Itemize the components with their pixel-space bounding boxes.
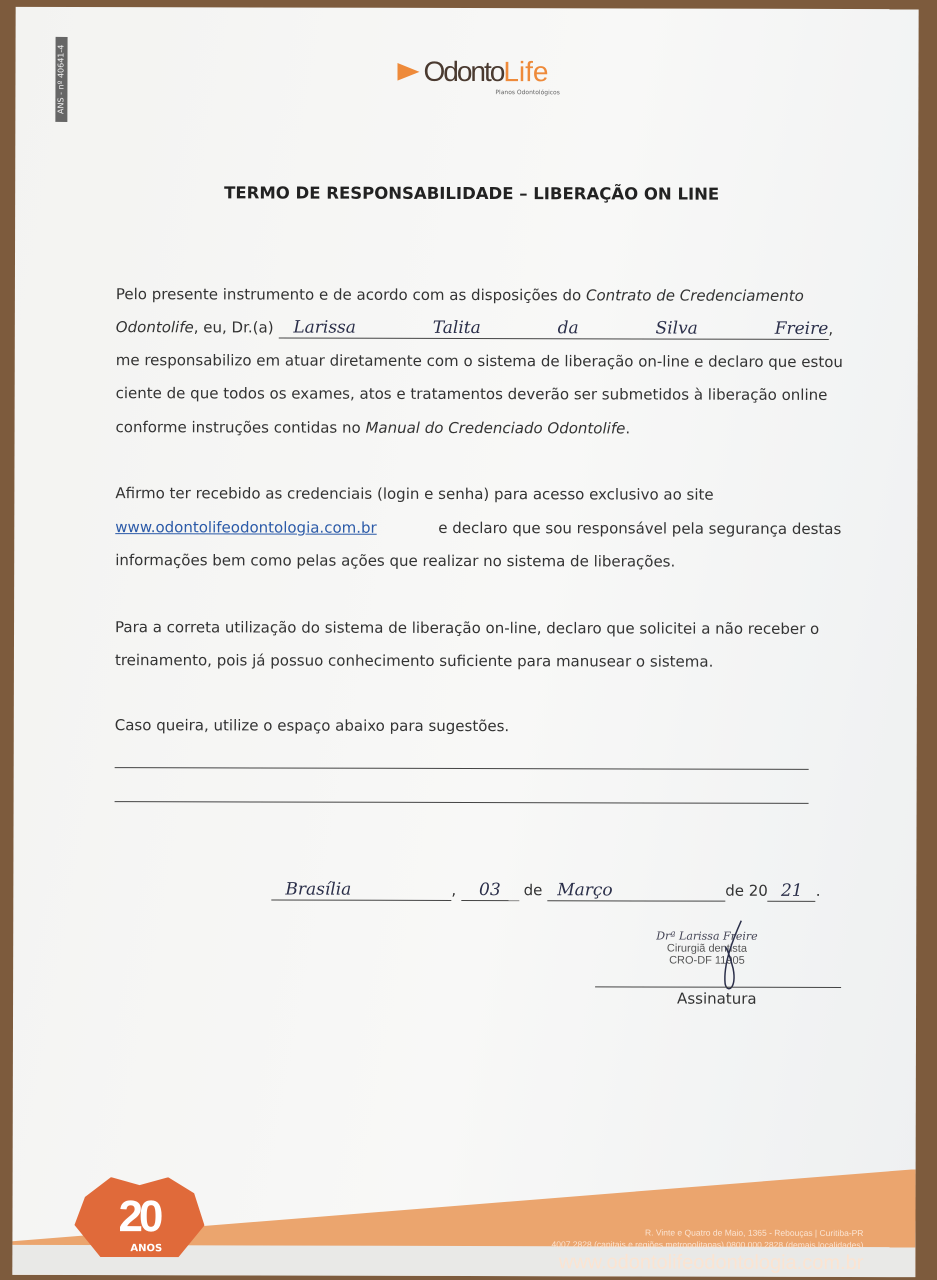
month-field: Março — [547, 880, 725, 901]
suggestion-line — [115, 767, 809, 770]
city-field: Brasília — [271, 879, 451, 900]
paragraph-2-line: www.odontolifeodontologia.com.br e declaro que sou responsável pela segurança destas — [115, 518, 842, 538]
paragraph-1-line: ciente de que todos os exames, atos e tratamentos deverão ser submetidos à liberação online — [115, 384, 828, 404]
paragraph-1-name-line: Odontolife, eu, Dr.(a) Larissa Talita da Silva Freire, — [115, 317, 834, 339]
document-title: TERMO DE RESPONSABILIDADE – LIBERAÇÃO ON LINE — [224, 183, 720, 204]
suggestion-line — [115, 801, 809, 804]
stamp-role: Cirurgiã dentista — [666, 942, 747, 955]
paragraph-1-line: me responsabilizo em atuar diretamente com o sistema de liberação on-line e declaro que estou — [115, 351, 843, 371]
logo-tagline: Planos Odontológicos — [495, 89, 560, 97]
paragraph-2-line: Afirmo ter recebido as credenciais (login e senha) para acesso exclusivo ao site — [115, 484, 714, 504]
date-connector: de 20 — [725, 881, 768, 900]
registry-label: ANS - nº 40641-4 — [55, 37, 67, 122]
paragraph-1-line: conforme instruções contidas no Manual do Credenciado Odontolife. — [115, 418, 631, 438]
paragraph-3-line: treinamento, pois já possuo conhecimento suficiente para manusear o sistema. — [114, 651, 714, 671]
anniversary-badge: 20 — [118, 1192, 160, 1242]
anniversary-badge-sub: ANOS — [130, 1243, 163, 1255]
date-connector: de — [523, 881, 543, 900]
footer-phones: 4007 2828 (capitais e regiões metropolitanas) 0800 000 2828 (demais localidades) — [551, 1239, 864, 1251]
paragraph-3-line: Para a correta utilização do sistema de liberação on-line, declaro que solicitei a não receber o — [115, 618, 820, 638]
year-field: 21 — [768, 881, 816, 902]
paragraph-2-line: informações bem como pelas ações que realizar no sistema de liberações. — [115, 551, 676, 571]
handwritten-name: Larissa Talita da Silva Freire — [278, 318, 828, 340]
suggestions-prompt: Caso queira, utilize o espaço abaixo para sugestões. — [114, 716, 510, 736]
stamp-cro: CRO-DF 11905 — [669, 954, 745, 967]
date-line: Brasília , 03 de Março de 20 21 . — [271, 879, 820, 901]
signature-scribble — [713, 919, 753, 994]
day-field: 03 — [461, 880, 519, 901]
stamp-name: Drª Larissa Freire — [656, 929, 758, 943]
footer-address: R. Vinte e Quatro de Maio, 1365 - Rebouças | Curitiba-PR — [644, 1227, 864, 1239]
logo-text-2: Life — [503, 56, 549, 88]
logo-text-1: Odonto — [423, 55, 504, 88]
footer-website: www.odontolifeodontologia.com.br — [558, 1251, 864, 1275]
document-page — [12, 7, 918, 1277]
paragraph-1-line: Pelo presente instrumento e de acordo com as disposições do Contrato de Credenciamento — [115, 285, 804, 305]
footer-contact — [552, 1226, 864, 1251]
website-link[interactable]: www.odontolifeodontologia.com.br — [115, 518, 377, 537]
odontolife-logo — [397, 56, 548, 88]
signature-label: Assinatura — [677, 989, 757, 1008]
logo-tooth-icon — [397, 61, 419, 83]
